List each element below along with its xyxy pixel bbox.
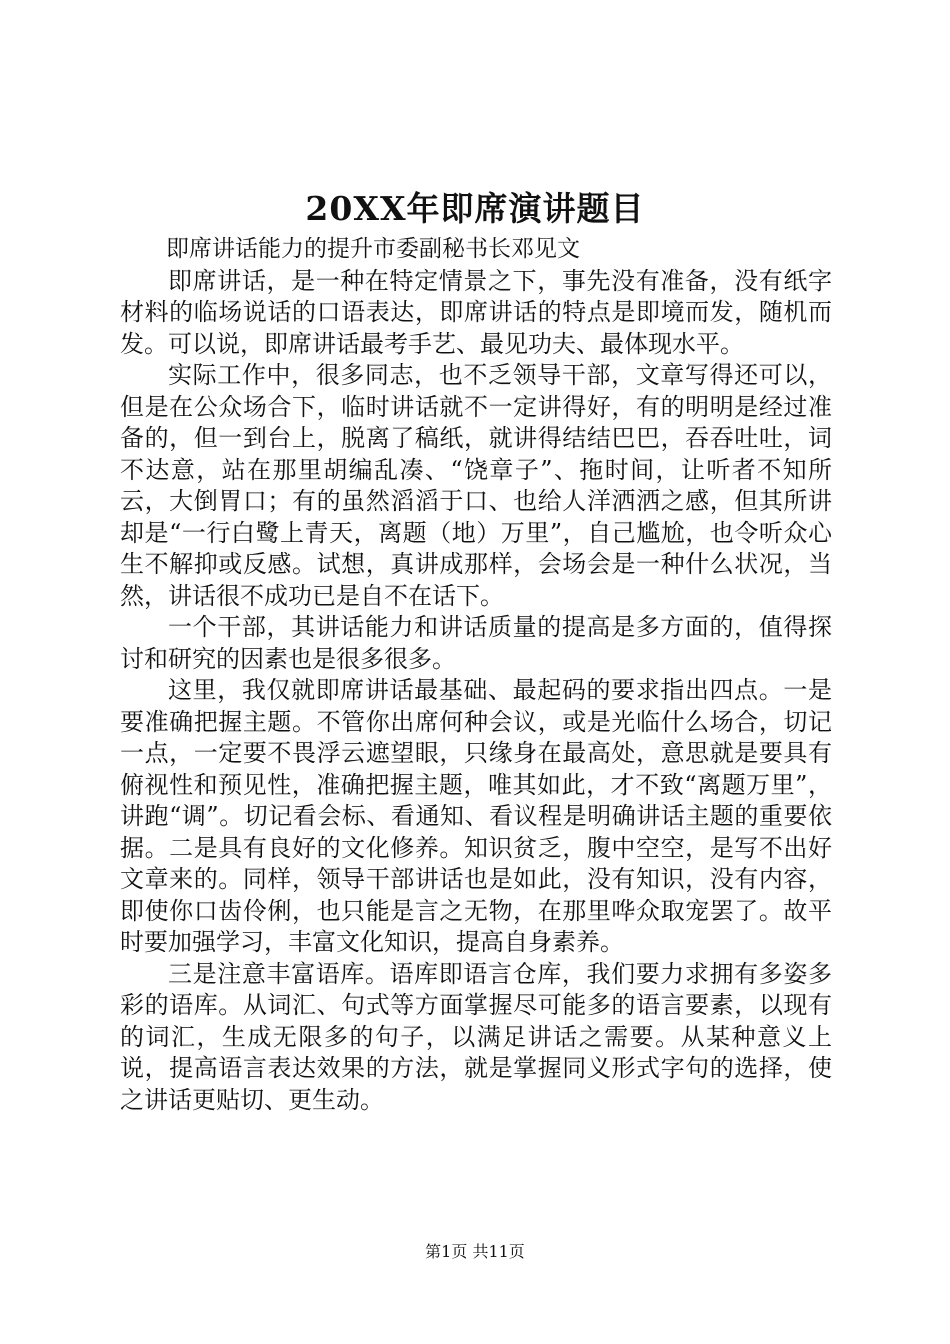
document-title: 20XX年即席演讲题目 [305, 189, 645, 228]
paragraph-4: 这里，我仅就即席讲话最基础、最起码的要求指出四点。一是要准确把握主题。不管你出席何种会议，或是光临什么场合，切记一点，一定要不畏浮云遮望眼，只缘身在最高处，意思就是要具有俯视性和预见性，准确把握主题，唯其如此，才不致“离题万里”，讲跑“调”。切记看会标、看通知、看议程是明确讲话主题的重要依据。二是具有良好的文化修养。知识贫乏，腹中空空，是写不出好文章来的。同样，领导干部讲话也是如此，没有知识，没有内容，即使你口齿伶俐，也只能是言之无物，在那里哗众取宠罢了。故平时要加强学习，丰富文化知识，提高自身素养。 [120, 676, 832, 956]
paragraph-2: 实际工作中，很多同志，也不乏领导干部，文章写得还可以，但是在公众场合下，临时讲话就不一定讲得好，有的明明是经过准备的，但一到台上，脱离了稿纸，就讲得结结巴巴，吞吞吐吐，词不达意，站在那里胡编乱凑、“饶章子”、拖时间，让听者不知所云，大倒胃口；有的虽然滔滔于口、也给人洋洒洒之感，但其所讲却是“一行白鹭上青天，离题（地）万里”，自己尴尬，也令听众心生不解抑或反感。试想，真讲成那样，会场会是一种什么状况，当然，讲话很不成功已是自不在话下。 [120, 361, 832, 610]
page-number-footer: 第1页 共11页 [425, 1242, 525, 1261]
document-subtitle: 即席讲话能力的提升市委副秘书长邓见文 [166, 236, 580, 262]
paragraph-1: 即席讲话，是一种在特定情景之下，事先没有准备，没有纸字材料的临场说话的口语表达，即席讲话的特点是即境而发，随机而发。可以说，即席讲话最考手艺、最见功夫、最体现水平。 [120, 266, 832, 358]
paragraph-3: 一个干部，其讲话能力和讲话质量的提高是多方面的，值得探讨和研究的因素也是很多很多。 [120, 613, 832, 673]
paragraph-5: 三是注意丰富语库。语库即语言仓库，我们要力求拥有多姿多彩的语库。从词汇、句式等方面掌握尽可能多的语言要素，以现有的词汇，生成无限多的句子，以满足讲话之需要。从某种意义上说，提高语言表达效果的方法，就是掌握同义形式字句的选择，使之讲话更贴切、更生动。 [120, 959, 832, 1114]
document-body [120, 234, 832, 1116]
